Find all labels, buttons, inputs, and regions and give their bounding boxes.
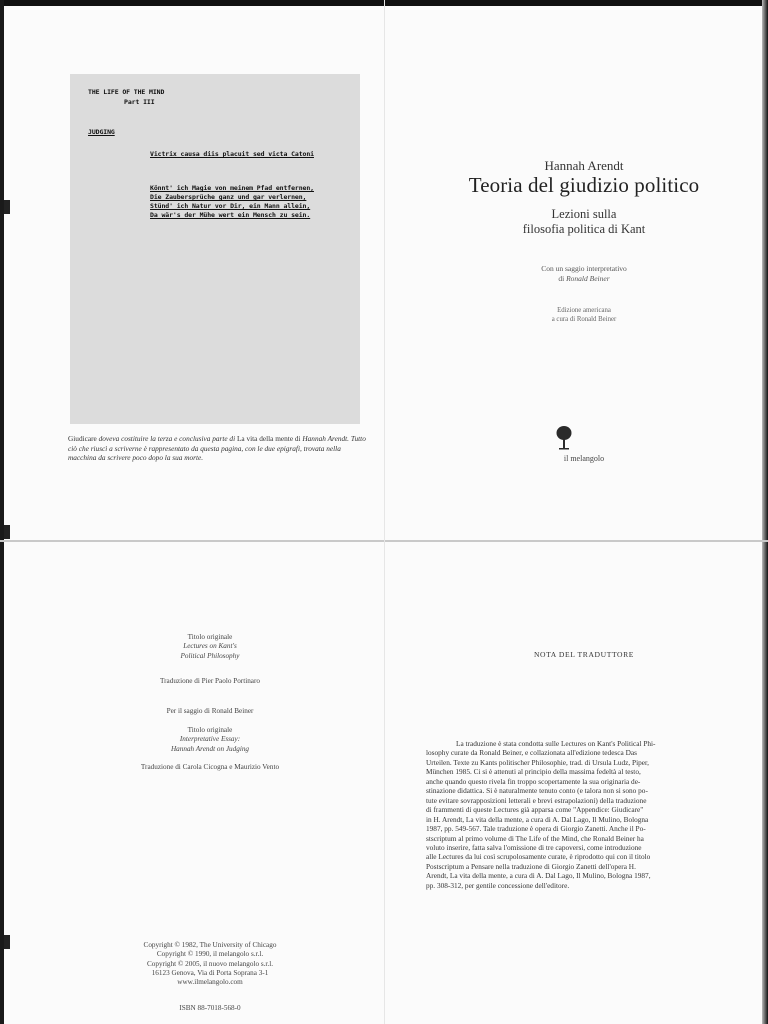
essay-translator-credit: Traduzione di Carola Cicogna e Maurizio Vento bbox=[140, 763, 280, 771]
essay-credit bbox=[400, 264, 768, 284]
book-title: Teoria del giudizio politico bbox=[468, 173, 700, 197]
scan-edge-right bbox=[762, 0, 768, 1024]
page-gutter bbox=[384, 0, 385, 1024]
essay-author: Ronald Beiner bbox=[566, 274, 610, 283]
essay-credit-line: Con un saggio interpretativo bbox=[541, 264, 627, 273]
nota-line: di frammenti di queste Lectures già apparsa come "Appendice: Giudicare" bbox=[426, 805, 644, 815]
caption-part: Hannah Arendt. Tutto ciò che riuscì a scriverne è rappresentato da questa pagina, con le due epigrafi, trovata nella macchina da scrivere poco dopo la sua morte. bbox=[68, 434, 366, 463]
facsimile-verse-line: Die Zaubersprüche ganz und gar verlernen, bbox=[150, 193, 307, 201]
original-title-line: Political Philosophy bbox=[180, 651, 240, 660]
nota-line: in H. Arendt, La vita della mente, a cura di A. Dal Lago, Il Mulino, Bologna bbox=[426, 814, 649, 824]
copyright-line: Copyright © 2005, il nuovo melangolo s.r.l. bbox=[146, 959, 274, 968]
typewriter-facsimile bbox=[70, 74, 360, 424]
essay-title-line: Hannah Arendt on Judging bbox=[170, 744, 250, 753]
facsimile-header: THE LIFE OF THE MIND bbox=[88, 88, 165, 96]
original-title-line: Lectures on Kant's bbox=[183, 642, 237, 651]
original-title-block bbox=[100, 633, 320, 661]
binding-mark bbox=[4, 200, 10, 214]
edition-line: a cura di Ronald Beiner bbox=[551, 316, 617, 323]
binding-mark bbox=[4, 525, 10, 539]
copyright-line: 16123 Genova, Via di Porta Soprana 3-1 bbox=[151, 968, 269, 977]
scan-edge-left bbox=[0, 0, 4, 1024]
author-name: Hannah Arendt bbox=[544, 158, 624, 173]
nota-body bbox=[426, 739, 692, 890]
nota-line: alle Lectures da lui così scrupolosamente curate, è riprodotto qui con il titolo bbox=[426, 852, 651, 862]
essay-title-line: Interpretative Essay: bbox=[179, 735, 241, 744]
subtitle-line: filosofia politica di Kant bbox=[522, 222, 646, 236]
facsimile-verse-line: Stünd' ich Natur vor Dir, ein Mann allein, bbox=[150, 202, 311, 210]
subtitle-line: Lezioni sulla bbox=[551, 207, 617, 221]
facsimile-epigraph: Victrix causa diis placuit sed victa Catoni bbox=[150, 150, 314, 158]
publisher-website: www.ilmelangolo.com bbox=[177, 978, 243, 987]
nota-line: tute evitare sovrapposizioni letterali e brevi estrapolazioni) della traduzione bbox=[426, 795, 647, 805]
publisher-name: il melangolo bbox=[563, 454, 605, 463]
facsimile-caption bbox=[68, 434, 368, 463]
copyright-line: Copyright © 1982, The University of Chicago bbox=[143, 941, 277, 949]
isbn: ISBN 88-7018-568-0 bbox=[179, 1004, 241, 1012]
nota-line: losophy curate da Ronald Beiner, e collazionata all'edizione tedesca Das bbox=[426, 748, 637, 758]
caption-part: doveva costituire la terza e conclusiva parte di bbox=[98, 434, 237, 443]
nota-line: Urteilen. Texte zu Kants politischer Philosophie, trad. di Ursula Ludz, Piper, bbox=[426, 757, 649, 767]
copyright-line: Copyright © 1990, il melangolo s.r.l. bbox=[156, 950, 264, 959]
colophon-label: Titolo originale bbox=[187, 726, 233, 734]
nota-line: 1987, pp. 549-567. Tale traduzione è opera di Giorgio Zanetti. Anche il Po- bbox=[426, 824, 646, 834]
facsimile-verse-line: Da wär's der Mühe wert ein Mensch zu sein. bbox=[150, 211, 311, 219]
nota-line: Postscriptum a Pensare nella traduzione di Giorgio Zanetti dell'opera H. bbox=[426, 861, 636, 871]
facsimile-part: Part III bbox=[124, 98, 155, 106]
edition-line: Edizione americana bbox=[557, 307, 611, 314]
book-subtitle bbox=[400, 207, 768, 237]
nota-line: stinazione didattica. Si è naturalmente tenuto conto (e talora non si sono po- bbox=[426, 786, 648, 796]
colophon-label: Titolo originale bbox=[187, 633, 233, 641]
translator-credit: Traduzione di Pier Paolo Portinaro bbox=[160, 677, 260, 685]
essay-credit-line bbox=[400, 274, 768, 284]
nota-heading: NOTA DEL TRADUTTORE bbox=[533, 650, 635, 659]
publisher-tree-logo bbox=[556, 425, 572, 451]
facsimile-section-heading: JUDGING bbox=[88, 128, 115, 136]
essay-credit-prefix: di bbox=[558, 274, 567, 283]
nota-line: voluto inserire, fatta salva l'omissione di tre capoversi, come introduzione bbox=[426, 842, 642, 852]
caption-part: Giudicare bbox=[68, 434, 99, 443]
nota-line: pp. 308-312, per gentile concessione dell'editore. bbox=[426, 880, 570, 890]
nota-line: Arendt, La vita della mente, a cura di A. Dal Lago, Il Mulino, Bologna 1987, bbox=[426, 871, 651, 881]
essay-credit-colophon: Per il saggio di Ronald Beiner bbox=[166, 707, 254, 715]
nota-line: München 1985. Ci si è attenuti al principio della massima fedeltà al testo, bbox=[426, 767, 641, 777]
edition-note bbox=[400, 306, 768, 324]
nota-line: anche quando questo rivela fin troppo scopertamente la sua originaria de- bbox=[426, 776, 641, 786]
facsimile-verse-line: Könnt' ich Magie von meinem Pfad entfernen, bbox=[150, 184, 314, 192]
essay-original-title-block bbox=[100, 726, 320, 754]
binding-mark bbox=[4, 935, 10, 949]
nota-line: La traduzione è stata condotta sulle Lectures on Kant's Political Phi- bbox=[456, 739, 656, 748]
nota-line: stscriptum al primo volume di The Life of the Mind, che Ronald Beiner ha bbox=[426, 833, 644, 843]
copyright-block bbox=[100, 941, 320, 987]
caption-part: La vita della mente di bbox=[236, 434, 301, 443]
